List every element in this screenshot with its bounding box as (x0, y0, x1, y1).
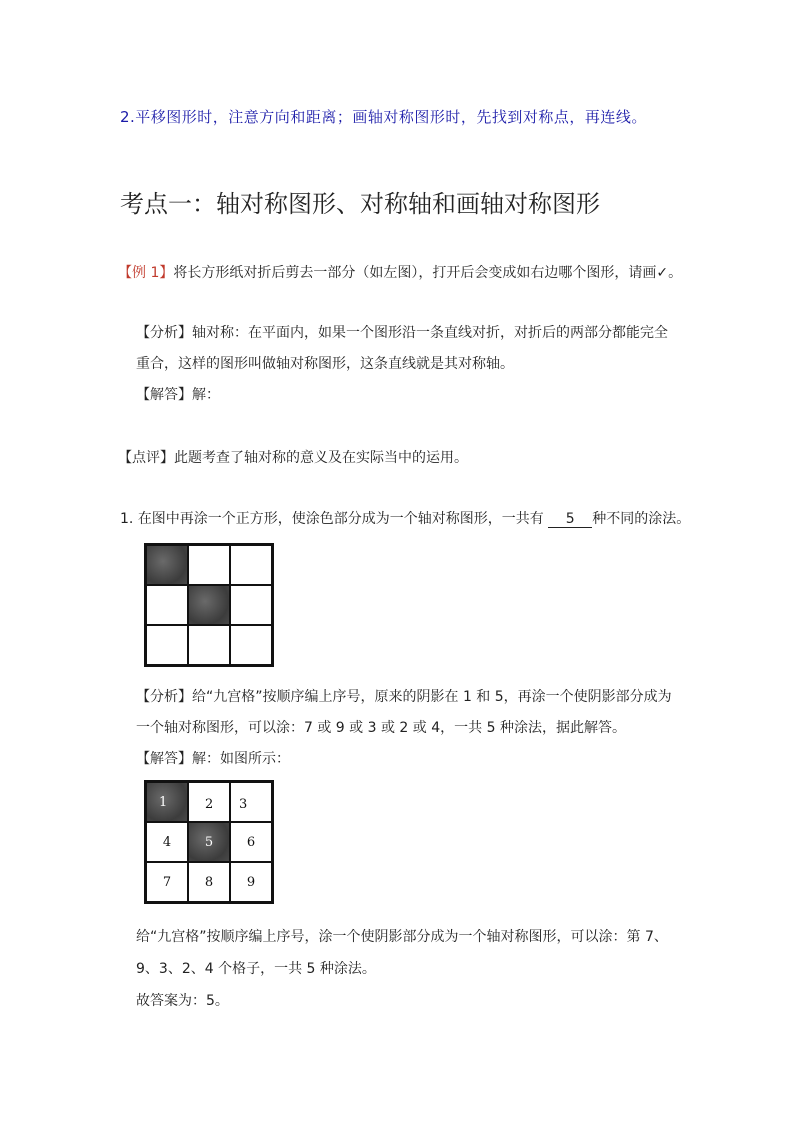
grid-cell (146, 585, 188, 625)
example-end: 。 (668, 265, 683, 281)
grid-cell-3 (230, 782, 272, 822)
grid-cell (230, 545, 272, 585)
cell-number: 8 (204, 874, 214, 890)
solution-text: 解： (192, 387, 220, 403)
final-answer: 故答案为：5。 (136, 993, 229, 1009)
grid-cell (146, 625, 188, 665)
grid-cell (188, 585, 230, 625)
grid-cell-2 (188, 782, 230, 822)
grid-cell-7 (146, 862, 188, 902)
analysis-2-line-2: 一个轴对称图形，可以涂：7 或 9 或 3 或 2 或 4，一共 5 种涂法，据此解答。 (136, 720, 626, 736)
question-1 (120, 508, 690, 528)
example-tag: 【例 1】 (118, 265, 174, 281)
example-1 (118, 262, 682, 282)
grid-cell (230, 585, 272, 625)
answer-blank: 5 (548, 511, 592, 528)
question-text: 在图中再涂一个正方形，使涂色部分成为一个轴对称图形，一共有 (137, 511, 544, 527)
grid-cell-4 (146, 822, 188, 862)
solution-2 (136, 748, 290, 768)
grid-cell-5 (188, 822, 230, 862)
analysis-1-line-2: 重合，这样的图形叫做轴对称图形，这条直线就是其对称轴。 (136, 356, 514, 372)
cell-number: 6 (246, 834, 256, 850)
solution-tag: 【解答】 (136, 387, 192, 403)
solution-tag: 【解答】 (136, 751, 192, 767)
explain-line-2: 9、3、2、4 个格子，一共 5 种涂法。 (136, 961, 376, 977)
solution-text: 解：如图所示： (192, 751, 290, 767)
cell-number: 9 (246, 874, 256, 890)
analysis-text: 轴对称：在平面内，如果一个图形沿一条直线对折，对折后的两部分都能完全 (192, 325, 668, 341)
cell-number: 3 (239, 797, 248, 812)
grid-cell-8 (188, 862, 230, 902)
grid-cell (230, 625, 272, 665)
cell-number: 4 (162, 834, 172, 850)
cell-number: 1 (159, 795, 168, 810)
explain-line-1: 给“九宫格”按顺序编上序号，涂一个使阴影部分成为一个轴对称图形，可以涂：第 7、 (136, 929, 668, 945)
question-text-after: 种不同的涂法。 (592, 511, 691, 527)
cell-number: 2 (205, 797, 214, 812)
grid-cell-6 (230, 822, 272, 862)
note-2: 2.平移图形时，注意方向和距离；画轴对称图形时，先找到对称点，再连线。 (120, 108, 647, 126)
numbered-grid (144, 780, 274, 904)
question-grid (144, 543, 274, 667)
analysis-text: 给“九宫格”按顺序编上序号，原来的阴影在 1 和 5，再涂一个使阴影部分成为 (192, 689, 672, 705)
analysis-tag: 【分析】 (136, 689, 192, 705)
cell-number: 7 (162, 874, 172, 890)
analysis-2-line-1 (136, 686, 672, 706)
analysis-1-line-1 (136, 322, 668, 342)
section-heading: 考点一：轴对称图形、对称轴和画轴对称图形 (120, 190, 600, 218)
grid-cell (188, 545, 230, 585)
check-mark-icon: ✓ (656, 265, 669, 281)
cell-number: 5 (204, 834, 214, 850)
comment-text: 此题考查了轴对称的意义及在实际当中的运用。 (174, 450, 468, 466)
grid-cell (188, 625, 230, 665)
analysis-tag: 【分析】 (136, 325, 192, 341)
solution-1 (136, 384, 220, 404)
grid-cell (146, 545, 188, 585)
question-number: 1. (120, 511, 134, 527)
grid-cell-9 (230, 862, 272, 902)
example-text: 将长方形纸对折后剪去一部分（如左图），打开后会变成如右边哪个图形，请画 (173, 265, 657, 281)
comment-tag: 【点评】 (118, 450, 174, 466)
comment-1 (118, 447, 468, 467)
grid-cell-1 (146, 782, 188, 822)
